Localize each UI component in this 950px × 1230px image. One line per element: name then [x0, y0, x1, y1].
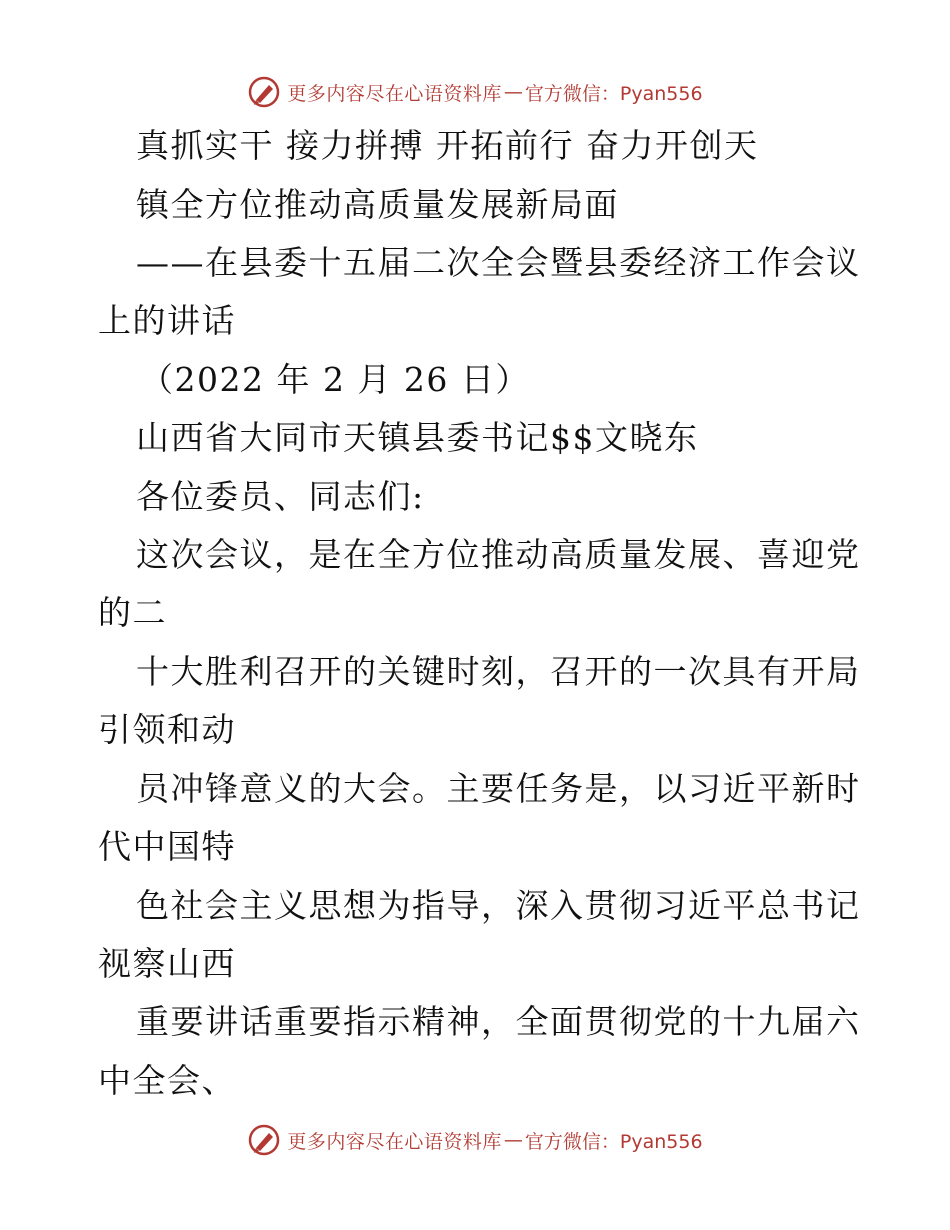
watermark-dash: —	[503, 81, 523, 103]
paragraph-line: 十大胜利召开的关键时刻，召开的一次具有开局	[136, 652, 861, 691]
subtitle-line-2: 上的讲话	[98, 301, 236, 340]
subtitle-line-1: ——在县委十五届二次全会暨县委经济工作会议	[136, 243, 861, 282]
title-line-1: 真抓实干 接力拼搏 开拓前行 奋力开创天	[136, 126, 759, 165]
watermark-wechat: 官方微信：Pyan556	[524, 82, 703, 105]
paragraph-line: 这次会议，是在全方位推动高质量发展、喜迎党	[136, 535, 861, 574]
pen-logo-icon	[247, 1123, 281, 1157]
paragraph-line: 的二	[98, 593, 167, 632]
watermark-text: 更多内容尽在心语资料库	[287, 1130, 502, 1153]
watermark-wechat: 官方微信：Pyan556	[524, 1130, 703, 1153]
watermark-dash: —	[503, 1129, 523, 1151]
title-line-2: 镇全方位推动高质量发展新局面	[136, 185, 619, 224]
date-line: （2022 年 2 月 26 日）	[140, 360, 530, 399]
paragraph-line: 引领和动	[98, 710, 236, 749]
paragraph-line: 视察山西	[98, 944, 236, 983]
paragraph-line: 色社会主义思想为指导，深入贯彻习近平总书记	[136, 886, 861, 925]
paragraph-line: 代中国特	[98, 827, 236, 866]
author-line: 山西省大同市天镇县委书记$$文晓东	[136, 418, 699, 457]
watermark-text: 更多内容尽在心语资料库	[287, 82, 502, 105]
watermark-footer	[0, 1120, 950, 1160]
pen-logo-icon	[247, 75, 281, 109]
salutation-line: 各位委员、同志们:	[136, 477, 425, 516]
paragraph-line: 重要讲话重要指示精神，全面贯彻党的十九届六	[136, 1002, 861, 1041]
paragraph-line: 中全会、	[98, 1061, 236, 1100]
paragraph-line: 员冲锋意义的大会。主要任务是，以习近平新时	[136, 769, 861, 808]
watermark-header	[0, 72, 950, 112]
